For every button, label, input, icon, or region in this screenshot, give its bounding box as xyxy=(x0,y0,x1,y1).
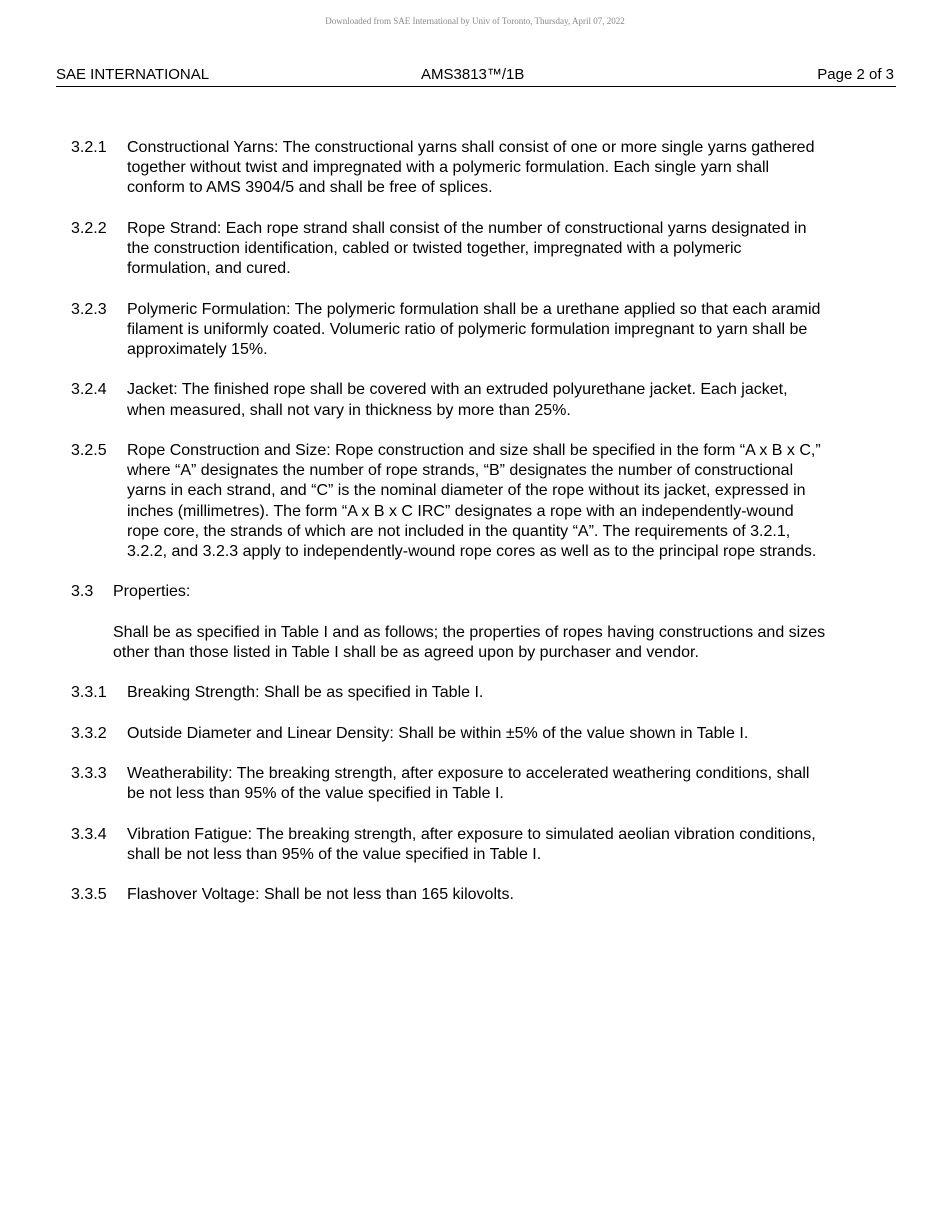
text-line: the construction identification, cabled or twisted together, impregnated with a polymeric xyxy=(127,240,742,257)
section-number: 3.3.3 xyxy=(71,765,107,783)
text-line: conform to AMS 3904/5 and shall be free of splices. xyxy=(127,179,493,197)
text-line: yarns in each strand, and “C” is the nominal diameter of the rope without its jacket, expressed in xyxy=(127,482,806,500)
section-3-2-5 xyxy=(71,441,871,562)
text-line: filament is uniformly coated. Volumeric ratio of polymeric formulation impregnant to yarn shall be xyxy=(127,320,808,338)
section-text xyxy=(127,300,871,361)
section-number: 3.2.5 xyxy=(71,441,107,459)
section-text xyxy=(113,623,871,663)
header-page-number: Page 2 of 3 xyxy=(817,66,894,83)
text-line: formulation, and cured. xyxy=(127,260,291,278)
section-number: 3.3.1 xyxy=(71,684,107,702)
section-3-3-body xyxy=(71,623,871,663)
text-line: be not less than 95% of the value specified in Table I. xyxy=(127,785,504,803)
text-line: when measured, shall not vary in thickness by more than 25%. xyxy=(127,401,571,419)
section-3-3-1 xyxy=(71,683,871,703)
text-line: Constructional Yarns: The constructional yarns shall consist of one or more single yarns gathered xyxy=(127,139,815,156)
text-line: approximately 15%. xyxy=(127,341,268,358)
section-text xyxy=(127,683,871,703)
header-doc-id: AMS3813™/1B xyxy=(421,66,525,83)
section-title: Properties: xyxy=(113,583,191,601)
section-3-2-1 xyxy=(71,138,871,199)
text-line: where “A” designates the number of rope strands, “B” designates the number of constructional xyxy=(127,462,794,480)
section-3-3-5 xyxy=(71,885,871,905)
text-line: Polymeric Formulation: The polymeric formulation shall be a urethane applied so that each aramid xyxy=(127,300,821,318)
section-3-2-3 xyxy=(71,300,871,361)
section-number: 3.2.1 xyxy=(71,139,107,156)
text-line: Rope Strand: Each rope strand shall consist of the number of constructional yarns designated in xyxy=(127,219,807,237)
section-number: 3.3.2 xyxy=(71,724,107,742)
download-note: Downloaded from SAE International by Univ of Toronto, Thursday, April 07, 2022 xyxy=(325,16,625,26)
section-text xyxy=(127,764,871,804)
section-text xyxy=(127,441,871,562)
section-text xyxy=(127,885,871,905)
text-line: Shall be as specified in Table I and as follows; the properties of ropes having constructions and sizes xyxy=(113,623,826,641)
section-number: 3.3.4 xyxy=(71,825,107,843)
text-line: 3.2.2, and 3.2.3 apply to independently-wound rope cores as well as to the principal rope strands. xyxy=(127,543,817,560)
section-number: 3.2.2 xyxy=(71,219,107,237)
text-line: together without twist and impregnated with a polymeric formulation. Each single yarn shall xyxy=(127,159,770,177)
text-line: inches (millimetres). The form “A x B x C IRC” designates a rope with an independently-wound xyxy=(127,502,794,520)
page-header xyxy=(56,66,896,87)
text-line: Vibration Fatigue: The breaking strength, after exposure to simulated aeolian vibration conditions, xyxy=(127,825,816,843)
section-text xyxy=(127,219,871,280)
section-3-2-2 xyxy=(71,219,871,280)
section-3-2-4 xyxy=(71,380,871,420)
section-number: 3.2.3 xyxy=(71,300,107,318)
section-number: 3.3.5 xyxy=(71,886,107,904)
section-text xyxy=(127,380,871,420)
section-3-3-3 xyxy=(71,764,871,804)
text-line: Outside Diameter and Linear Density: Shall be within ±5% of the value shown in Table I. xyxy=(127,724,749,742)
document-body xyxy=(71,138,871,926)
text-line: Rope Construction and Size: Rope construction and size shall be specified in the form “A x B x C,” xyxy=(127,441,821,459)
text-line: Jacket: The finished rope shall be covered with an extruded polyurethane jacket. Each jacket, xyxy=(127,381,788,399)
section-3-3-4 xyxy=(71,825,871,865)
text-line: shall be not less than 95% of the value specified in Table I. xyxy=(127,845,542,863)
section-3-3-heading xyxy=(71,582,871,602)
text-line: rope core, the strands of which are not included in the quantity “A”. The requirements of 3.2.1, xyxy=(127,522,791,540)
text-line: Flashover Voltage: Shall be not less than 165 kilovolts. xyxy=(127,886,514,904)
text-line: other than those listed in Table I shall be as agreed upon by purchaser and vendor. xyxy=(113,643,699,661)
section-text xyxy=(127,138,871,199)
section-number: 3.2.4 xyxy=(71,381,107,399)
section-text xyxy=(127,724,871,744)
section-3-3-2 xyxy=(71,724,871,744)
header-org: SAE INTERNATIONAL xyxy=(56,66,210,83)
text-line: Weatherability: The breaking strength, after exposure to accelerated weathering conditions, shall xyxy=(127,765,810,783)
text-line: Breaking Strength: Shall be as specified in Table I. xyxy=(127,684,484,702)
section-number: 3.3 xyxy=(71,583,94,601)
section-text xyxy=(127,825,871,865)
